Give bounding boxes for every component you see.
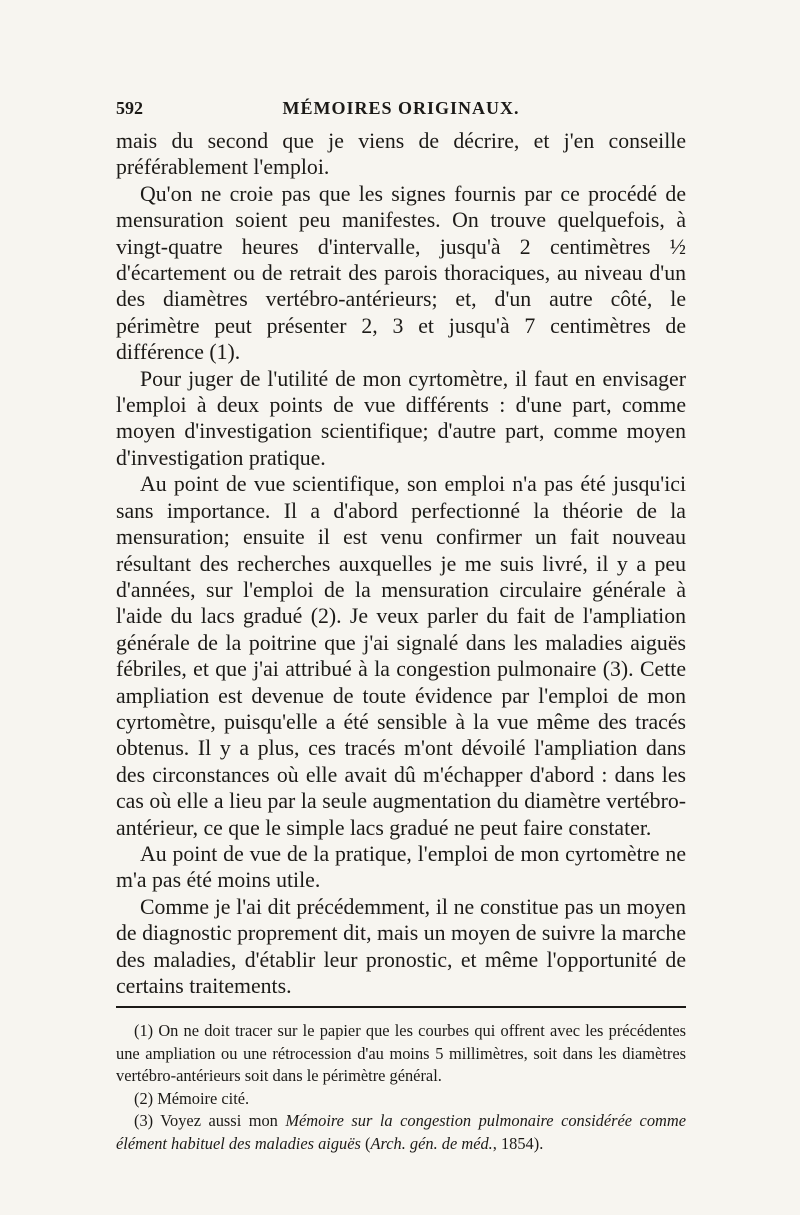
footnote-2: (2) Mémoire cité.: [134, 1088, 250, 1108]
footnote-3: [116, 1110, 686, 1155]
footnote-3-source: Arch. gén. de méd.: [370, 1133, 493, 1153]
paragraph-mensuration-signs: Qu'on ne croie pas que les signes fournis par ce procédé de mensuration soient peu manifestes. On trouve quelquefois, à vingt-quatre heures d'intervalle, jusqu'à 2 centimètres ½ d'écartement ou de retrait des parois thoraciques, au niveau d'un des diamètres vertébro-antérieurs; et, d'un autre côté, le périmètre peut présenter 2, 3 et jusqu'à 7 centimètres de différence (1).: [116, 181, 686, 365]
paragraph-practical-view: Au point de vue de la pratique, l'emploi de mon cyrtomètre ne m'a pas été moins utile.: [116, 841, 686, 893]
footnote-3-suffix: , 1854).: [492, 1133, 544, 1153]
paragraph-continuation: mais du second que je viens de décrire, et j'en conseille préférablement l'emploi.: [116, 129, 686, 180]
body-text: [116, 128, 686, 999]
paragraph-cyrtometer-utility: Pour juger de l'utilité de mon cyrtomètre, il faut en envisager l'emploi à deux points de vue différents : d'une part, comme moyen d'investigation scientifique; d'autre part, comme moyen d'investigation pratique.: [116, 366, 686, 470]
footnote-rule: [116, 1006, 686, 1008]
footnotes: [116, 1020, 686, 1156]
footnote-3-prefix: (3) Voyez aussi mon: [134, 1111, 278, 1131]
page-number: 592: [116, 98, 143, 118]
running-head: [116, 98, 686, 126]
running-title: MÉMOIRES ORIGINAUX.: [282, 98, 520, 118]
paragraph-scientific-view: Au point de vue scientifique, son emploi n'a pas été jusqu'ici sans importance. Il a d'abord perfectionné la théorie de la mensuration; ensuite il est venu confirmer un fait nouveau résultant des recherches auxquelles je me suis livré, il y a peu d'années, sur l'emploi de la mensuration circulaire générale à l'aide du lacs gradué (2). Je veux parler du fait de l'ampliation générale de la poitrine que j'ai signalé dans les maladies aiguës fébriles, et que j'ai attribué à la congestion pulmonaire (3). Cette ampliation est devenue de toute évidence par l'emploi de mon cyrtomètre, puisqu'elle a été sensible à la vue même des tracés obtenus. Il y a plus, ces tracés m'ont dévoilé l'ampliation dans des circonstances où elle avait dû m'échapper d'abord : dans les cas où elle a lieu par la seule augmentation du diamètre vertébro-antérieur, ce que le simple lacs gradué ne peut faire constater.: [116, 472, 686, 840]
footnote-3-title: Mémoire sur la congestion pulmonaire considérée comme élément habituel des maladies aiguës: [116, 1111, 686, 1153]
footnote-3-open: (: [365, 1133, 371, 1153]
footnote-1: (1) On ne doit tracer sur le papier que les courbes qui offrent avec les précédentes une ampliation ou une rétrocession d'au moins 5 millimètres, soit dans les diamètres vertébro-antérieurs soit dans le périmètre général.: [116, 1021, 686, 1086]
paragraph-diagnostic: Comme je l'ai dit précédemment, il ne constitue pas un moyen de diagnostic proprement dit, mais un moyen de suivre la marche des maladies, d'établir leur pronostic, et même l'opportunité de certains traitements.: [116, 894, 686, 998]
